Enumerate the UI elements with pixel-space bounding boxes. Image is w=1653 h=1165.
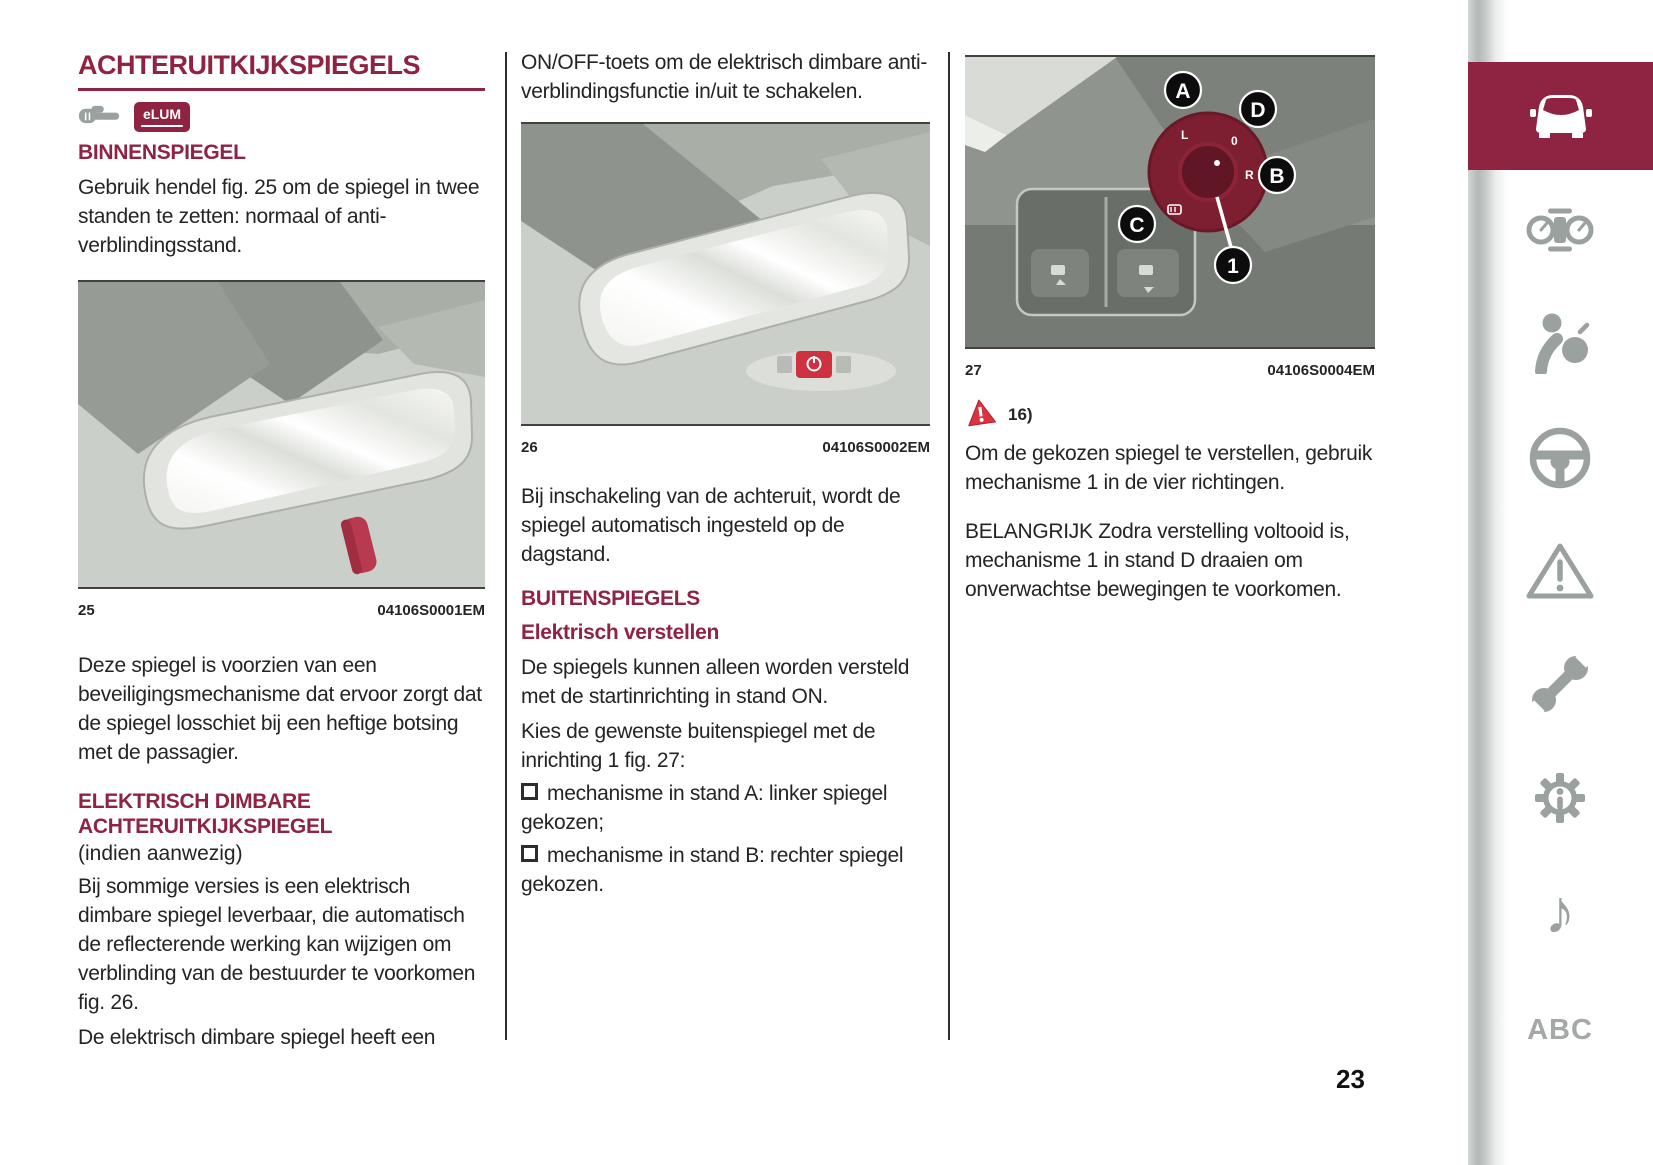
knob-mark-l: L bbox=[1181, 128, 1189, 142]
reference-icon-row bbox=[78, 101, 485, 133]
figure-code: 04106S0002EM bbox=[822, 439, 930, 456]
figure-number: 26 bbox=[521, 439, 538, 456]
paragraph: BELANGRIJK Zodra verstelling voltooid is, mechanisme 1 in stand D draaien om onverwachtse bewegingen te voorkomen. bbox=[965, 520, 1350, 601]
square-bullet-icon bbox=[521, 845, 538, 862]
fig27-label-d: D bbox=[1250, 99, 1266, 122]
tab-vehicle-active[interactable] bbox=[1468, 62, 1653, 170]
tab-multimedia[interactable] bbox=[1516, 877, 1604, 949]
column-2 bbox=[521, 48, 930, 899]
heading-dimbare-line1: ELEKTRISCH DIMBARE bbox=[78, 790, 311, 813]
dimming-mirror-illustration bbox=[521, 124, 930, 424]
square-bullet-icon bbox=[521, 783, 538, 800]
column-1 bbox=[78, 50, 485, 1052]
bullet-item: mechanisme in stand B: rechter spiegel gekozen. bbox=[521, 844, 904, 896]
tab-maintenance[interactable] bbox=[1516, 650, 1604, 722]
fig27-label-c: C bbox=[1129, 214, 1145, 237]
mirror-control-illustration bbox=[965, 57, 1375, 347]
figure-number: 25 bbox=[78, 602, 95, 619]
page-edge-bar bbox=[1468, 0, 1508, 1165]
tab-technical-info[interactable] bbox=[1516, 764, 1604, 836]
figure-25 bbox=[78, 280, 485, 589]
figure-27 bbox=[965, 55, 1375, 349]
figure-code: 04106S0004EM bbox=[1267, 362, 1375, 379]
heading-dimbare-line2: ACHTERUITKIJKSPIEGEL bbox=[78, 815, 333, 838]
instrument-cluster-icon bbox=[1524, 206, 1596, 259]
warning-reference bbox=[965, 401, 1375, 429]
airbag-icon bbox=[1528, 310, 1592, 379]
bullet-item: mechanisme in stand A: linker spiegel gekozen; bbox=[521, 782, 888, 834]
elum-badge[interactable]: eLUM bbox=[134, 102, 190, 132]
tab-driving[interactable] bbox=[1516, 424, 1604, 496]
figure-26 bbox=[521, 122, 930, 426]
page-title: ACHTERUITKIJKSPIEGELS bbox=[78, 50, 485, 91]
music-note-icon: ♪ bbox=[1544, 878, 1576, 947]
paragraph: Gebruik hendel fig. 25 om de spiegel in twee standen te zetten: normaal of anti-verblindingsstand. bbox=[78, 176, 480, 257]
figure-code: 04106S0001EM bbox=[377, 602, 485, 619]
interior-mirror-illustration bbox=[78, 282, 485, 587]
heading-buitenspiegels: BUITENSPIEGELS bbox=[521, 587, 700, 610]
availability-note: (indien aanwezig) bbox=[78, 842, 243, 865]
warning-number: 16) bbox=[1008, 405, 1033, 424]
knob-mark-0: 0 bbox=[1231, 134, 1238, 148]
wrench-icon bbox=[1528, 652, 1592, 721]
pointing-hand-icon bbox=[78, 101, 122, 133]
tab-instruments[interactable] bbox=[1516, 196, 1604, 268]
paragraph: De elektrisch dimbare spiegel heeft een bbox=[78, 1026, 436, 1049]
page-number: 23 bbox=[1336, 1064, 1365, 1094]
tab-index[interactable] bbox=[1516, 1008, 1604, 1052]
paragraph: Deze spiegel is voorzien van een beveiligingsmechanisme dat ervoor zorgt dat de spiegel losschiet bij een heftige botsing met de passagier. bbox=[78, 654, 482, 764]
figure-26-caption bbox=[521, 439, 930, 456]
warning-triangle-icon bbox=[1524, 539, 1596, 608]
steering-wheel-icon bbox=[1528, 426, 1592, 495]
figure-27-caption bbox=[965, 362, 1375, 379]
warning-triangle-red-icon bbox=[965, 398, 996, 432]
column-3 bbox=[965, 55, 1375, 604]
figure-25-caption bbox=[78, 602, 485, 619]
paragraph: Bij inschakeling van de achteruit, wordt de spiegel automatisch ingesteld op de dagstand. bbox=[521, 485, 901, 566]
heading-binnenspiegel: BINNENSPIEGEL bbox=[78, 141, 246, 164]
gear-info-icon bbox=[1528, 766, 1592, 835]
paragraph: Bij sommige versies is een elektrisch dimbare spiegel leverbaar, die automatisch de reflecterende werking kan wijzigen om verblinding van de bestuurder te voorkomen fig. 26. bbox=[78, 875, 476, 1014]
abc-index-label: ABC bbox=[1527, 1013, 1593, 1046]
tab-warnings[interactable] bbox=[1516, 537, 1604, 609]
paragraph: De spiegels kunnen alleen worden versteld met de startinrichting in stand ON. bbox=[521, 656, 910, 708]
car-icon bbox=[1525, 89, 1597, 144]
column-divider bbox=[948, 52, 950, 1040]
paragraph: ON/OFF-toets om de elektrisch dimbare anti-verblindingsfunctie in/uit te schakelen. bbox=[521, 51, 928, 103]
paragraph: Kies de gewenste buitenspiegel met de inrichting 1 fig. 27: bbox=[521, 720, 876, 772]
fig27-label-a: A bbox=[1175, 80, 1191, 103]
heading-elektrisch-verstellen: Elektrisch verstellen bbox=[521, 621, 719, 644]
paragraph: Om de gekozen spiegel te verstellen, gebruik mechanisme 1 in de vier richtingen. bbox=[965, 442, 1373, 494]
figure-number: 27 bbox=[965, 362, 982, 379]
fig27-label-b: B bbox=[1269, 165, 1285, 188]
column-divider bbox=[505, 52, 507, 1040]
fig27-label-1: 1 bbox=[1227, 255, 1239, 278]
tab-safety[interactable] bbox=[1516, 308, 1604, 380]
knob-mark-r: R bbox=[1245, 168, 1254, 182]
